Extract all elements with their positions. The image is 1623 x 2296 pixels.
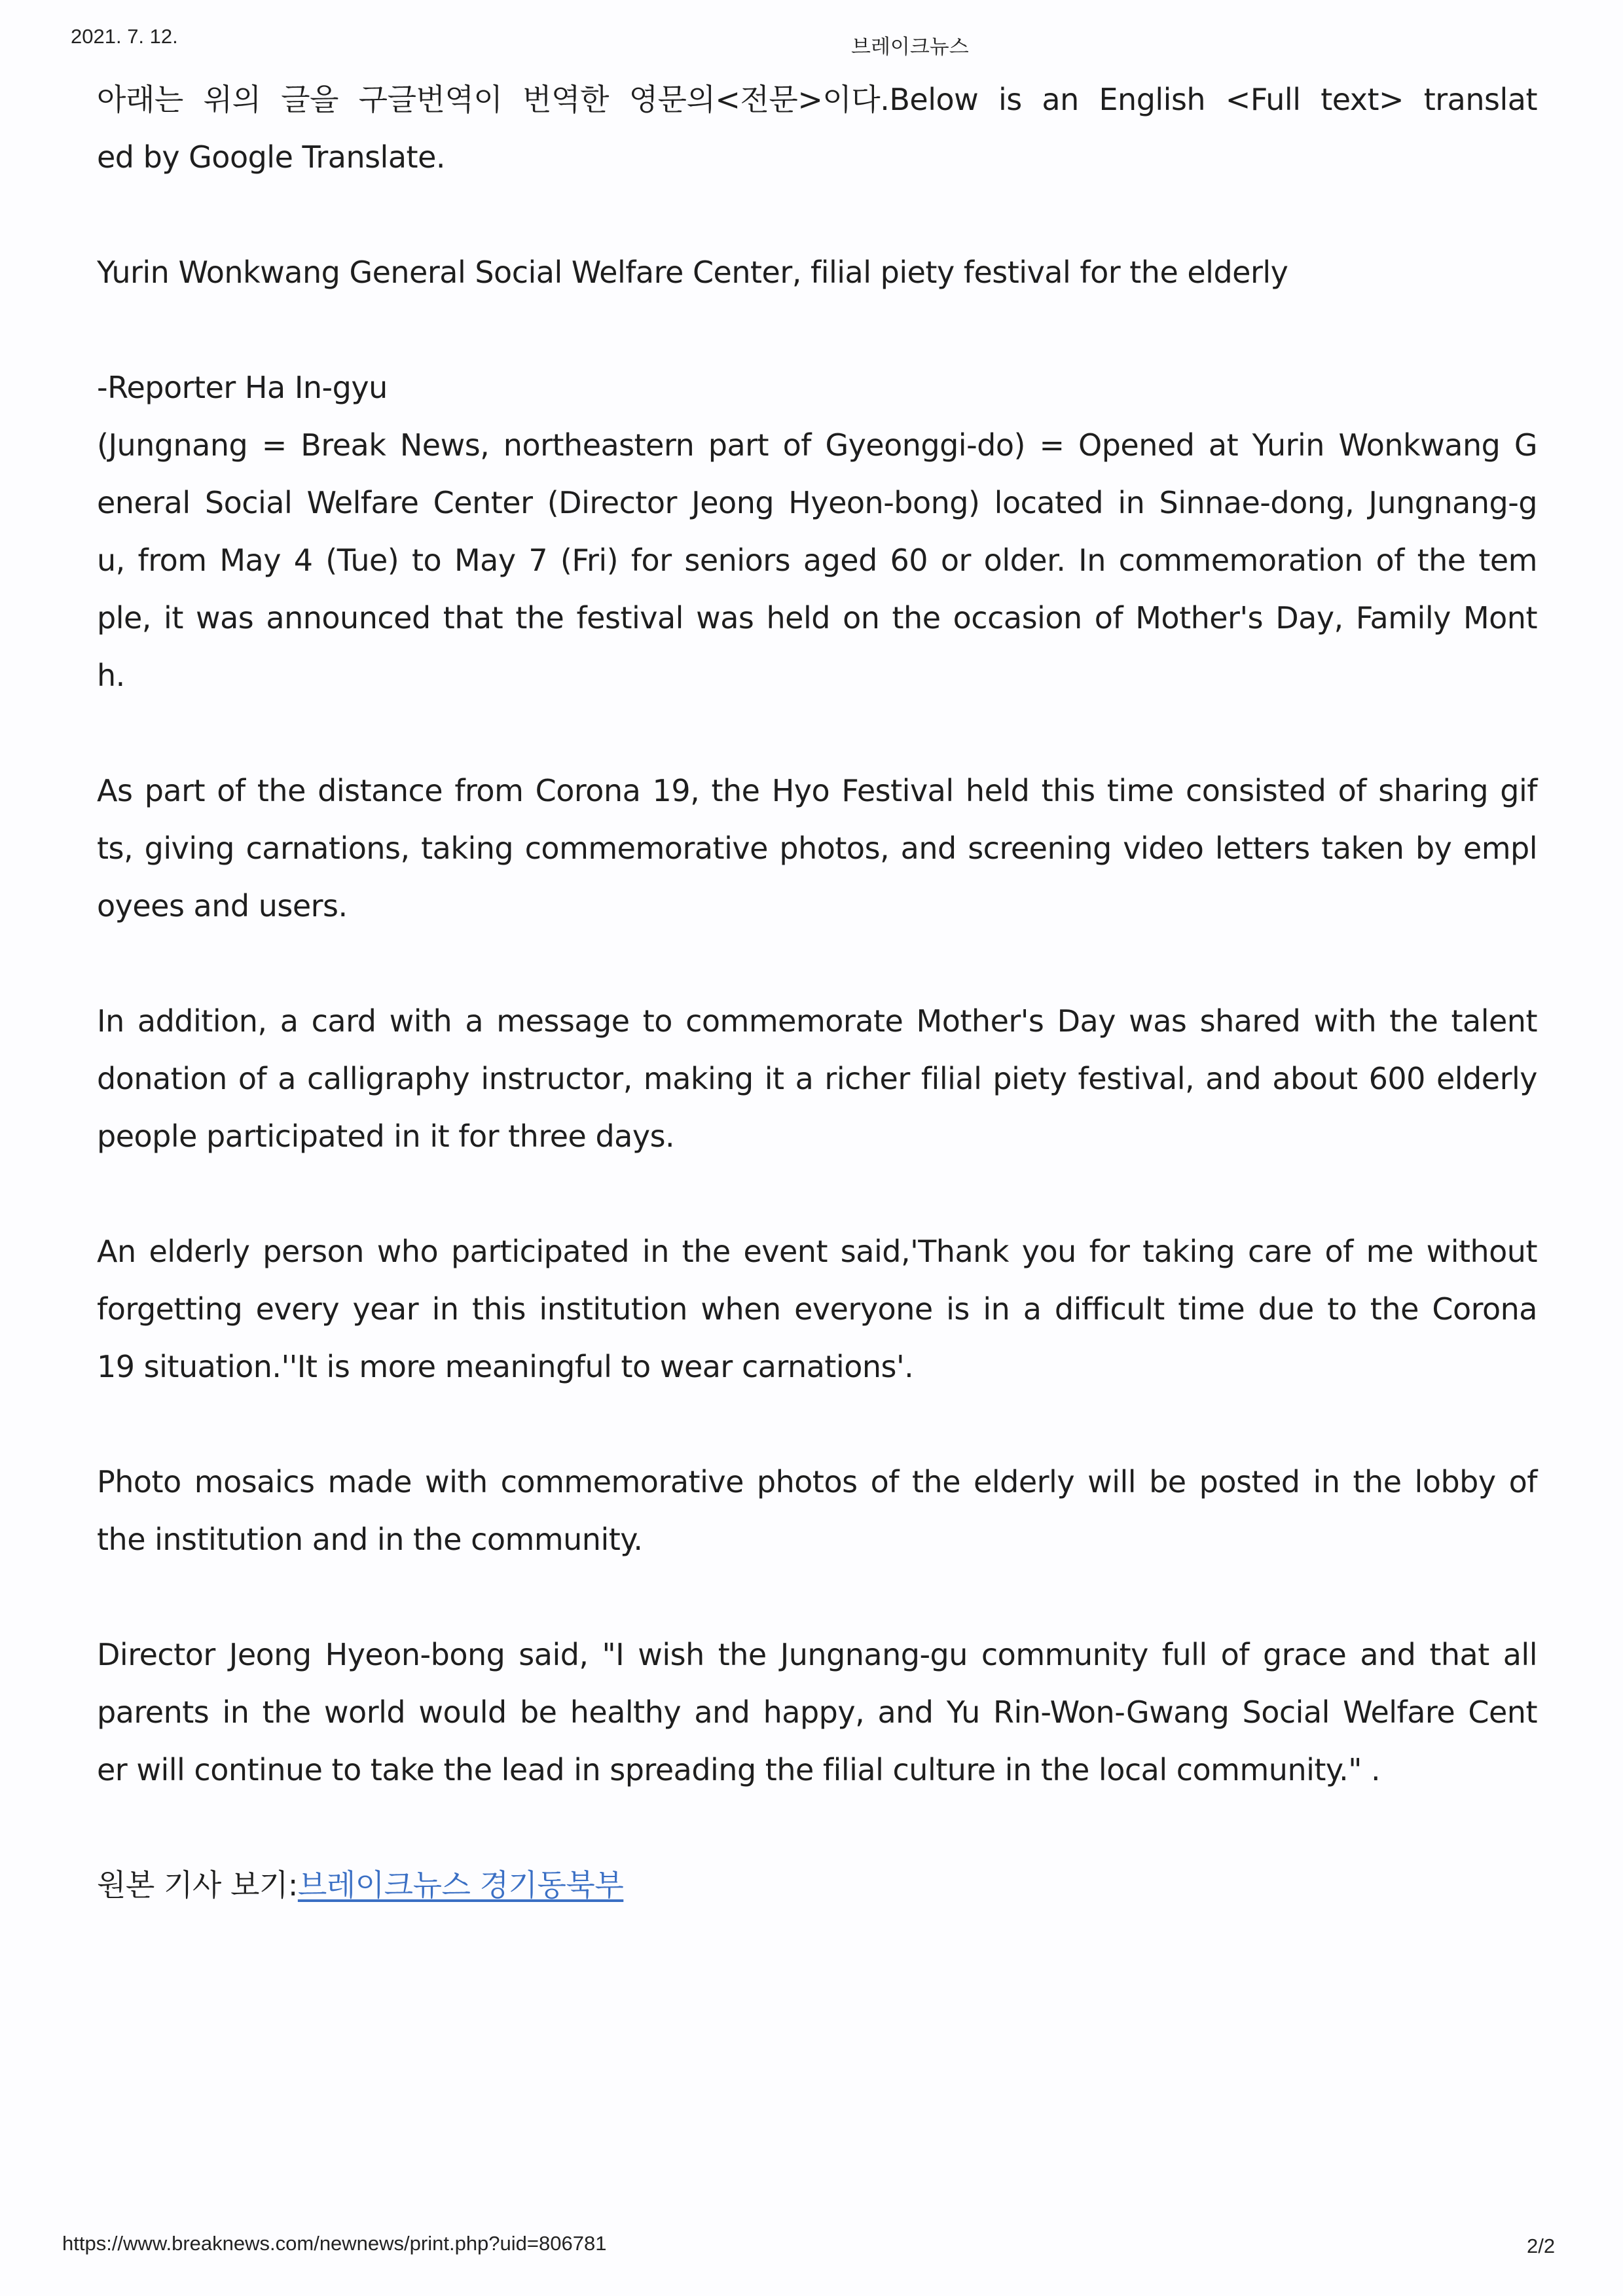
paragraph-line: Photo mosaics made with commemorative photos of the elderly will be posted in the lobby of xyxy=(97,1464,1537,1499)
source-line xyxy=(97,1856,1537,1914)
paragraph-line: er will continue to take the lead in spreading the filial culture in the local community." . xyxy=(97,1752,1381,1787)
headline: Yurin Wonkwang General Social Welfare Center, filial piety festival for the elderly xyxy=(97,255,1288,290)
paragraph-line: forgetting every year in this institution when everyone is in a difficult time due to the Corona xyxy=(97,1291,1537,1327)
page-number: 2/2 xyxy=(1527,2234,1556,2257)
paragraph-2 xyxy=(97,762,1537,935)
paragraph-line: 19 situation.''It is more meaningful to wear carnations'. xyxy=(97,1349,914,1384)
paragraph-line: the institution and in the community. xyxy=(97,1522,643,1557)
footer-url: https://www.breaknews.com/newnews/print.php?uid=806781 xyxy=(62,2232,607,2255)
paragraph-line: h. xyxy=(97,658,125,693)
paragraph-line: ts, giving carnations, taking commemorative photos, and screening video letters taken by empl xyxy=(97,831,1537,866)
paragraph-1 xyxy=(97,416,1537,704)
print-date: 2021. 7. 12. xyxy=(71,25,178,48)
paragraph-line: ple, it was announced that the festival was held on the occasion of Mother's Day, Family Mont xyxy=(97,600,1537,636)
byline: -Reporter Ha In-gyu xyxy=(97,370,388,405)
paragraph-line: u, from May 4 (Tue) to May 7 (Fri) for seniors aged 60 or older. In commemoration of the tem xyxy=(97,543,1537,578)
intro-line: ed by Google Translate. xyxy=(97,139,445,175)
source-label: 원본 기사 보기: xyxy=(97,1867,298,1903)
site-name: 브레이크뉴스 xyxy=(851,35,969,58)
paragraph-line: An elderly person who participated in the event said,'Thank you for taking care of me without xyxy=(97,1234,1537,1269)
paragraph-line: people participated in it for three days. xyxy=(97,1119,675,1154)
paragraph-line: eneral Social Welfare Center (Director Jeong Hyeon-bong) located in Sinnae-dong, Jungnang-g xyxy=(97,485,1537,520)
paragraph-line: oyees and users. xyxy=(97,888,348,924)
article-body xyxy=(97,71,1537,1914)
paragraph-6 xyxy=(97,1626,1537,1799)
paragraph-line: donation of a calligraphy instructor, making it a richer filial piety festival, and about 600 elderly xyxy=(97,1061,1537,1096)
paragraph-line: parents in the world would be healthy and happy, and Yu Rin-Won-Gwang Social Welfare Cent xyxy=(97,1695,1537,1730)
paragraph-line: Director Jeong Hyeon-bong said, "I wish the Jungnang-gu community full of grace and that all xyxy=(97,1637,1537,1672)
paragraph-5 xyxy=(97,1453,1537,1568)
intro-line: 아래는 위의 글을 구글번역이 번역한 영문의<전문>이다.Below is an English <Full text> translat xyxy=(97,82,1537,117)
source-link[interactable]: 브레이크뉴스 경기동북부 xyxy=(297,1867,624,1903)
paragraph-line: As part of the distance from Corona 19, the Hyo Festival held this time consisted of sharing gif xyxy=(97,773,1537,808)
paragraph-line: In addition, a card with a message to commemorate Mother's Day was shared with the talent xyxy=(97,1003,1537,1039)
paragraph-line: (Jungnang = Break News, northeastern part of Gyeonggi-do) = Opened at Yurin Wonkwang G xyxy=(97,427,1537,463)
paragraph-4 xyxy=(97,1223,1537,1395)
paragraph-3 xyxy=(97,992,1537,1165)
